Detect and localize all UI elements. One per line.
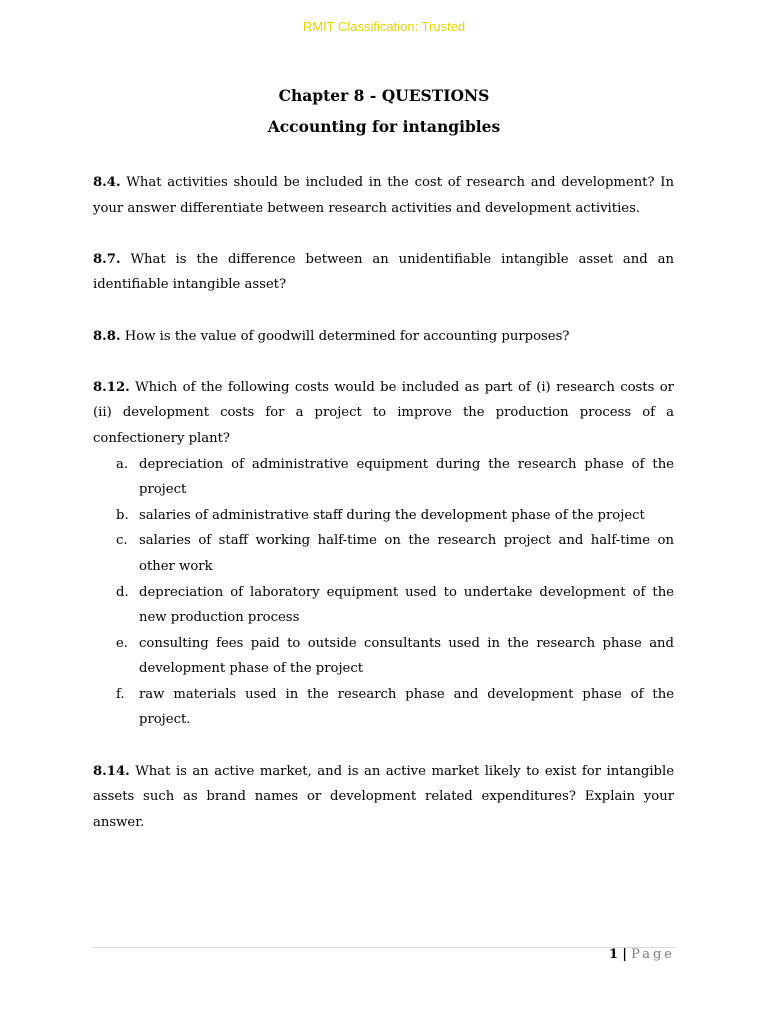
list-item [93,631,674,682]
list-marker: e. [116,635,128,651]
questions-body [93,170,674,861]
list-marker: a. [116,456,129,472]
question-8-14 [93,759,674,836]
page-number: 1 [609,947,619,962]
question-text: What activities should be included in the cost of research and development? In your answer differentiate between research activities and development activities. [93,175,674,216]
question-number: 8.12. [93,379,130,395]
list-marker: c. [116,533,128,549]
question-number: 8.7. [93,251,121,267]
list-item-text: salaries of administrative staff during the development phase of the project [139,507,645,523]
page-footer [609,947,675,962]
list-item [93,580,674,631]
list-item [93,503,674,529]
question-8-7 [93,247,674,298]
page-label: Page [631,947,675,962]
list-marker: f. [116,686,125,702]
list-item-text: consulting fees paid to outside consultants used in the research phase and development phase of the project [139,635,674,677]
question-text: What is the difference between an unidentifiable intangible asset and an identifiable intangible asset? [93,251,674,293]
question-number: 8.4. [93,175,121,190]
list-item [93,452,674,503]
list-marker: b. [116,507,129,523]
question-text: Which of the following costs would be included as part of (i) research costs or (ii) development costs for a project to improve the production process of a confectionery plant? [93,379,674,446]
footer-divider [93,947,675,948]
question-text: What is an active market, and is an active market likely to exist for intangible assets such as brand names or development related expenditures? Explain your answer. [93,763,674,830]
list-item-text: raw materials used in the research phase and development phase of the project. [139,686,674,728]
list-marker: d. [116,584,129,600]
list-item-text: depreciation of laboratory equipment used to undertake development of the new production process [139,584,674,626]
list-item [93,528,674,579]
footer-separator: | [622,947,627,962]
chapter-subtitle: Accounting for intangibles [267,117,501,136]
question-8-12 [93,375,674,452]
question-text: How is the value of goodwill determined for accounting purposes? [124,328,570,344]
question-number: 8.14. [93,763,130,779]
question-8-4 [93,170,674,221]
list-item [93,682,674,733]
list-item-text: salaries of staff working half-time on the research project and half-time on other work [139,533,674,574]
cost-items-list [93,452,674,734]
question-8-8 [93,324,674,350]
chapter-title: Chapter 8 - QUESTIONS [278,86,490,105]
list-item-text: depreciation of administrative equipment during the research phase of the project [139,456,674,498]
question-number: 8.8. [93,328,121,344]
classification-label: RMIT Classification: Trusted [302,19,466,34]
